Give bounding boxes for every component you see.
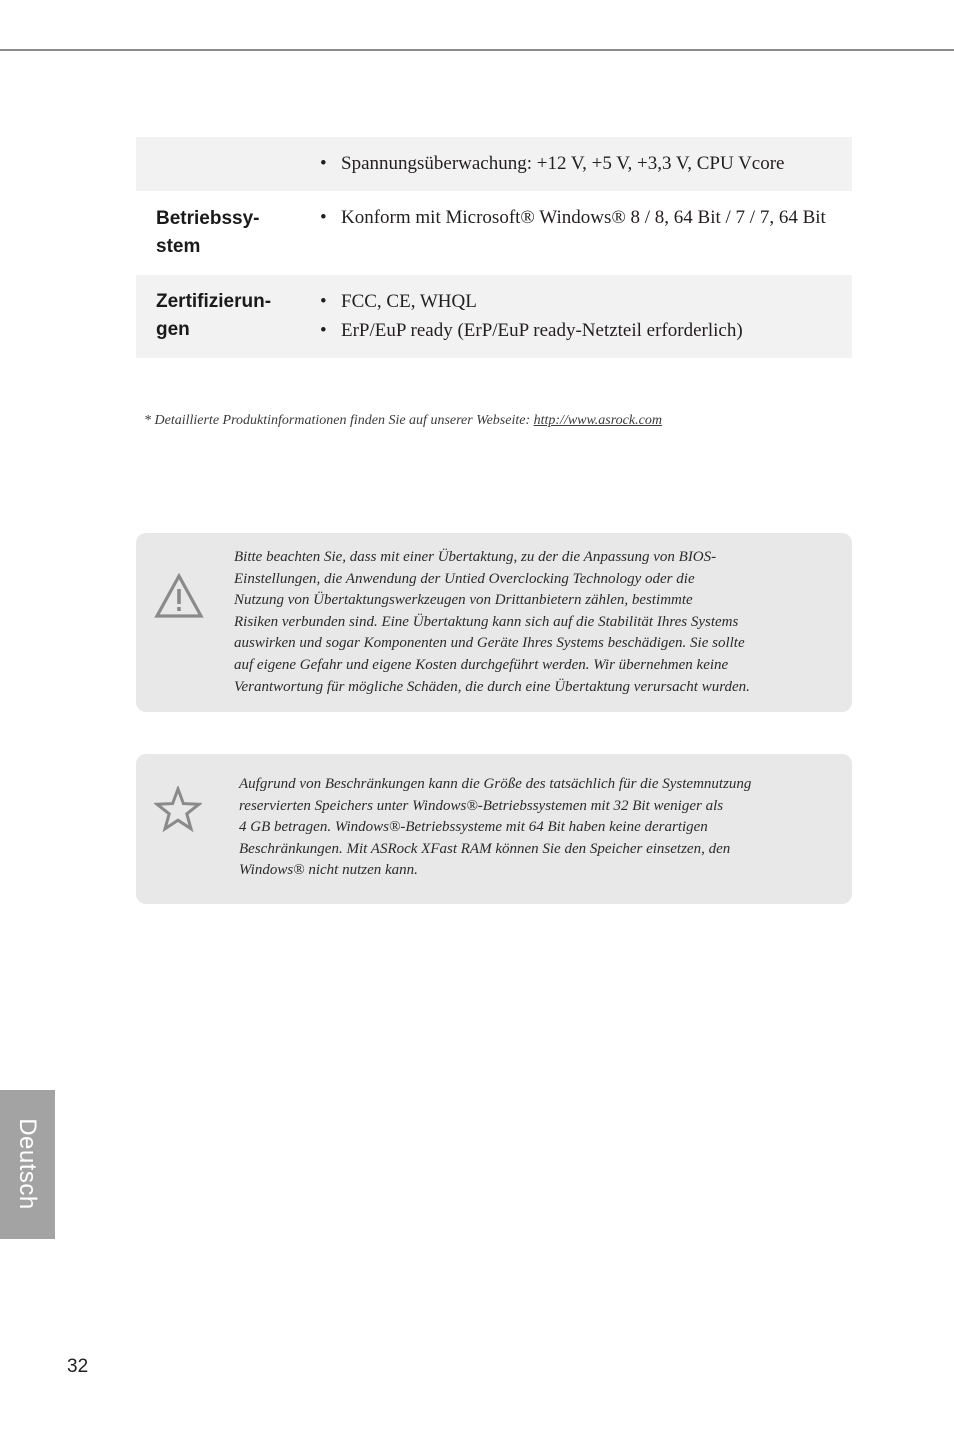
spec-items	[320, 149, 785, 178]
language-tab-label: Deutsch	[14, 1118, 41, 1210]
warning-triangle-icon	[154, 573, 204, 619]
warning-note	[136, 533, 852, 712]
spec-label-certifications: Zertifizierun- gen	[156, 291, 272, 340]
spec-item: • Spannungsüberwachung: +12 V, +5 V, +3,3 V, CPU Vcore	[320, 149, 785, 178]
spec-item: • Konform mit Microsoft® Windows® 8 / 8, 64 Bit / 7 / 7, 64 Bit	[320, 203, 826, 232]
page-number: 32	[67, 1356, 89, 1377]
website-link[interactable]: http://www.asrock.com	[533, 413, 662, 428]
star-icon	[154, 786, 202, 832]
spec-items	[320, 203, 826, 232]
header-rule	[0, 49, 954, 51]
spec-row-voltage	[136, 137, 852, 191]
language-tab	[0, 1090, 55, 1239]
spec-items	[320, 287, 743, 345]
info-note	[136, 754, 852, 904]
spec-row-os	[136, 191, 852, 275]
info-note-text: Aufgrund von Beschränkungen kann die Größe des tatsächlich für die Systemnutzung reservierten Speichers unter Windows®-Betriebssystemen mit 32 Bit weniger als 4 GB betragen. Windows®-Betriebssysteme mit 64 Bit haben keine derartigen Beschränkungen. Mit ASRock XFast RAM können Sie den Speicher einsetzen, den Windows® nicht nutzen kann.	[239, 776, 752, 879]
spec-item: • FCC, CE, WHQL	[320, 287, 743, 316]
spec-label-os: Betriebssy- stem	[156, 208, 260, 257]
spec-item: • ErP/EuP ready (ErP/EuP ready-Netzteil erforderlich)	[320, 316, 743, 345]
footnote-text: * Detaillierte Produktinformationen finden Sie auf unserer Webseite:	[144, 413, 534, 428]
warning-note-text: Bitte beachten Sie, dass mit einer Übertaktung, zu der die Anpassung von BIOS- Einstellungen, die Anwendung der Untied Overclocking Technology oder die Nutzung von Übertaktungswerkzeugen von Drittanbietern zählen, bestimmte Risiken verbunden sind. Eine Übertaktung kann sich auf die Stabilität Ihres Systems auswirken und sogar Komponenten und Geräte Ihres Systems beschädigen. Sie sollte auf eigene Gefahr und eigene Kosten durchgeführt werden. Wir übernehmen keine Verantwortung für mögliche Schäden, die durch eine Übertaktung verursacht wurden.	[234, 549, 750, 695]
footnote	[144, 413, 662, 429]
spec-row-certifications	[136, 275, 852, 358]
